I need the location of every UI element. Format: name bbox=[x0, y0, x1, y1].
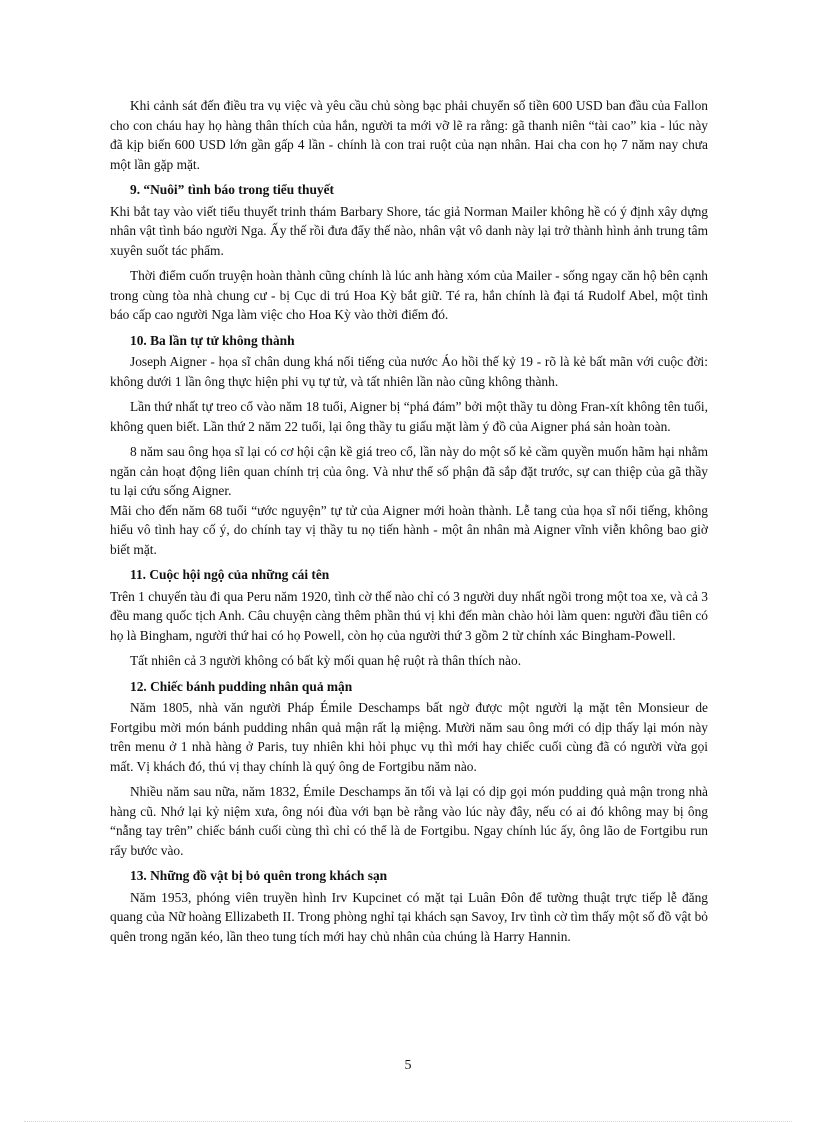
paragraph: 8 năm sau ông họa sĩ lại có cơ hội cận kề giá treo cổ, lần này do một số kẻ cầm quyền muốn hãm hại nhằm ngăn cản hoạt động liên quan chính trị của ông. Và như thể số phận đã sắp đặt trước, sự can thiệp của gã thầy tu lại cứu sống Aigner. bbox=[110, 444, 708, 498]
section-heading-13: 13. Những đồ vật bị bỏ quên trong khách sạn bbox=[130, 868, 388, 883]
section-heading-12: 12. Chiếc bánh pudding nhân quả mận bbox=[130, 678, 353, 694]
page-number: 5 bbox=[404, 1058, 412, 1073]
page-body bbox=[110, 96, 708, 952]
section-heading-9: 9. “Nuôi” tình báo trong tiểu thuyết bbox=[130, 182, 334, 197]
paragraph: Mãi cho đến năm 68 tuổi “ước nguyện” tự tử của Aigner mới hoàn thành. Lễ tang của họa sĩ nổi tiếng, không hiểu vô tình hay cố ý, do chính tay vị thầy tu nọ tiến hành - một ân nhân mà Aigner vĩnh viễn không bao giờ biết mặt. bbox=[110, 502, 708, 557]
paragraph: Năm 1953, phóng viên truyền hình Irv Kupcinet có mặt tại Luân Đôn để tường thuật trực tiếp lễ đăng quang của Nữ hoàng Ellizabeth II. Trong phòng nghỉ tại khách sạn Savoy, Irv tình cờ tìm thấy một số đồ vật bỏ quên trong ngăn kéo, lần theo tung tích mới hay chủ nhân của chúng là Harry Hannin. bbox=[110, 889, 708, 944]
section-heading-11: 11. Cuộc hội ngộ của những cái tên bbox=[130, 567, 330, 582]
paragraph: Năm 1805, nhà văn người Pháp Émile Deschamps bất ngờ được một người lạ mặt tên Monsieur de Fortgibu mời món bánh pudding nhân quả mận rất lạ miệng. Mười năm sau ông mới có dịp thấy lại món này trên menu ở 1 nhà hàng ở Paris, tuy nhiên khi hỏi phục vụ thì mới hay chiếc cuối cùng đã có người vừa gọi mất. Vị khách đó, thú vị thay chính là quý ông de Fortgibu năm nào. bbox=[110, 700, 708, 774]
paragraph: Trên 1 chuyến tàu đi qua Peru năm 1920, tình cờ thế nào chỉ có 3 người duy nhất ngồi trong một toa xe, và cả 3 đều mang quốc tịch Anh. Câu chuyện càng thêm phần thú vị khi đến màn chào hỏi làm quen: người đầu tiên có họ là Bingham, người thứ hai có họ Powell, còn họ của người thứ 3 gồm 2 từ chính xác Bingham-Powell. bbox=[110, 588, 708, 643]
page-bottom-border bbox=[24, 1121, 792, 1122]
paragraph: Lần thứ nhất tự treo cổ vào năm 18 tuổi, Aigner bị “phá đám” bởi một thầy tu dòng Fran-xít không tên tuổi, không quen biết. Lần thứ 2 năm 22 tuổi, lại ông thầy tu giấu mặt làm ý đồ của Aigner phá sản hoàn toàn. bbox=[110, 399, 708, 434]
paragraph: Joseph Aigner - họa sĩ chân dung khá nổi tiếng của nước Áo hồi thế kỷ 19 - rõ là kẻ bất mãn với cuộc đời: không dưới 1 lần ông thực hiện phi vụ tự tử, và tất nhiên lần nào cũng không thành. bbox=[110, 354, 708, 389]
paragraph: Khi cảnh sát đến điều tra vụ việc và yêu cầu chủ sòng bạc phải chuyển số tiền 600 USD ban đầu của Fallon cho con cháu hay họ hàng thân thích của hắn, người ta mới vỡ lẽ ra rằng: gã thanh niên “tài cao” kia - lúc này đã kịp biến 600 USD lớn gần gấp 4 lần - chính là con trai ruột của nạn nhân. Hai cha con họ 7 năm nay chưa một lần gặp mặt. bbox=[110, 98, 708, 172]
paragraph: Thời điểm cuốn truyện hoàn thành cũng chính là lúc anh hàng xóm của Mailer - sống ngay căn hộ bên cạnh trong cùng tòa nhà chung cư - bị Cục di trú Hoa Kỳ bắt giữ. Té ra, hắn chính là đại tá Rudolf Abel, một tình báo cấp cao người Nga làm việc cho Hoa Kỳ vào thời điểm đó. bbox=[110, 268, 708, 322]
paragraph: Khi bắt tay vào viết tiểu thuyết trinh thám Barbary Shore, tác giả Norman Mailer không hề có ý định xây dựng nhân vật tình báo người Nga. Ấy thế rồi đưa đẩy thế nào, nhân vật vô danh này lại trở thành hình ảnh trung tâm xuyên suốt tác phẩm. bbox=[110, 203, 708, 258]
paragraph: Tất nhiên cả 3 người không có bất kỳ mối quan hệ ruột rà thân thích nào. bbox=[130, 653, 522, 668]
paragraph: Nhiều năm sau nữa, năm 1832, Émile Deschamps ăn tối và lại có dịp gọi món pudding quả mận trong nhà hàng cũ. Nhớ lại kỷ niệm xưa, ông nói đùa với bạn bè rằng vào lúc này đây, nếu có ai đó không may bị ông “nẫng tay trên” chiếc bánh cuối cùng thì chỉ có thể là de Fortgibu. Ngay chính lúc ấy, ông lão de Fortgibu run rẩy bước vào. bbox=[110, 784, 708, 858]
section-heading-10: 10. Ba lần tự tử không thành bbox=[130, 332, 295, 348]
